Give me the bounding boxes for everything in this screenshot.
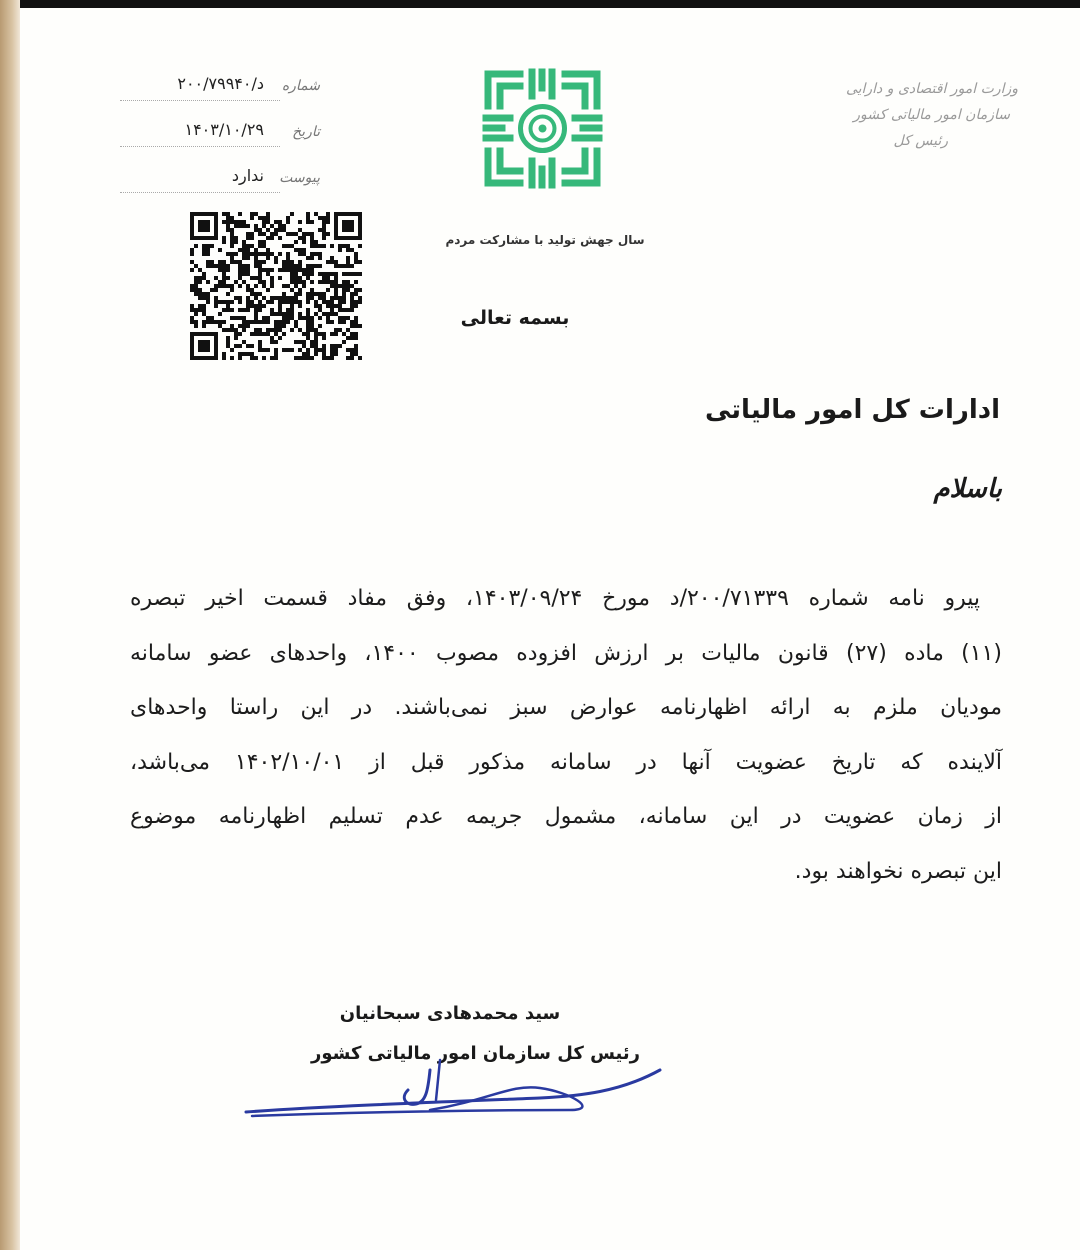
body-line-6: این تبصره نخواهند بود. [794,858,1002,884]
recipient-heading: ادارات کل امور مالیاتی [704,395,1000,425]
bismillah-heading: بسمه تعالی [460,307,570,329]
signer-title: رئیس کل سازمان امور مالیاتی کشور [310,1043,640,1064]
body-line-3: مودیان ملزم به ارائه اظهارنامه عوارض سبز نمی‌باشند. در این راستا واحدهای [130,695,1002,720]
date-label: تاریخ [292,124,320,140]
letter-number-row [120,74,320,124]
ministry-line-3: رئیس کل [893,133,948,149]
body-line-1: پیرو نامه شماره ۲۰۰/۷۱۳۳۹/د مورخ ۱۴۰۳/۰۹/۲۴، وفق مفاد قسمت اخیر تبصره [130,586,980,611]
dotted-line [120,192,280,193]
year-slogan: سال جهش تولید با مشارکت مردم [445,233,645,247]
letter-attachment-row [120,166,320,216]
letter-body [130,572,1002,899]
date-value: ۱۴۰۳/۱۰/۲۹ [184,120,264,139]
ministry-line-2: سازمان امور مالیاتی کشور [853,107,1010,123]
letter-date-row [120,120,320,170]
body-line-5: از زمان عضویت در این سامانه، مشمول جریمه عدم تسلیم اظهارنامه موضوع [130,804,1002,829]
greeting: باسلام [933,474,1002,504]
qr-code-icon [190,212,362,362]
top-border [0,0,1080,8]
paper-edge [0,0,20,1250]
attachment-value: ندارد [231,166,264,185]
signer-name: سید محمدهادی سبحانیان [339,1003,561,1024]
ministry-line-1: وزارت امور اقتصادی و دارایی [845,81,1018,97]
letter-meta [120,74,320,216]
attachment-label: پیوست [279,170,320,186]
dotted-line [120,100,280,101]
body-line-4: آلاینده که تاریخ عضویت آنها در سامانه مذکور قبل از ۱۴۰۲/۱۰/۰۱ می‌باشد، [130,749,1002,775]
tax-organization-emblem-icon [480,66,605,191]
handwritten-signature [240,1040,680,1130]
dotted-line [120,146,280,147]
ministry-header [718,76,1018,154]
number-value: د/۲۰۰/۷۹۹۴۰ [177,74,264,93]
number-label: شماره [281,78,320,94]
body-line-2: (۱۱) ماده (۲۷) قانون مالیات بر ارزش افزوده مصوب ۱۴۰۰، واحدهای عضو سامانه [130,640,1002,666]
